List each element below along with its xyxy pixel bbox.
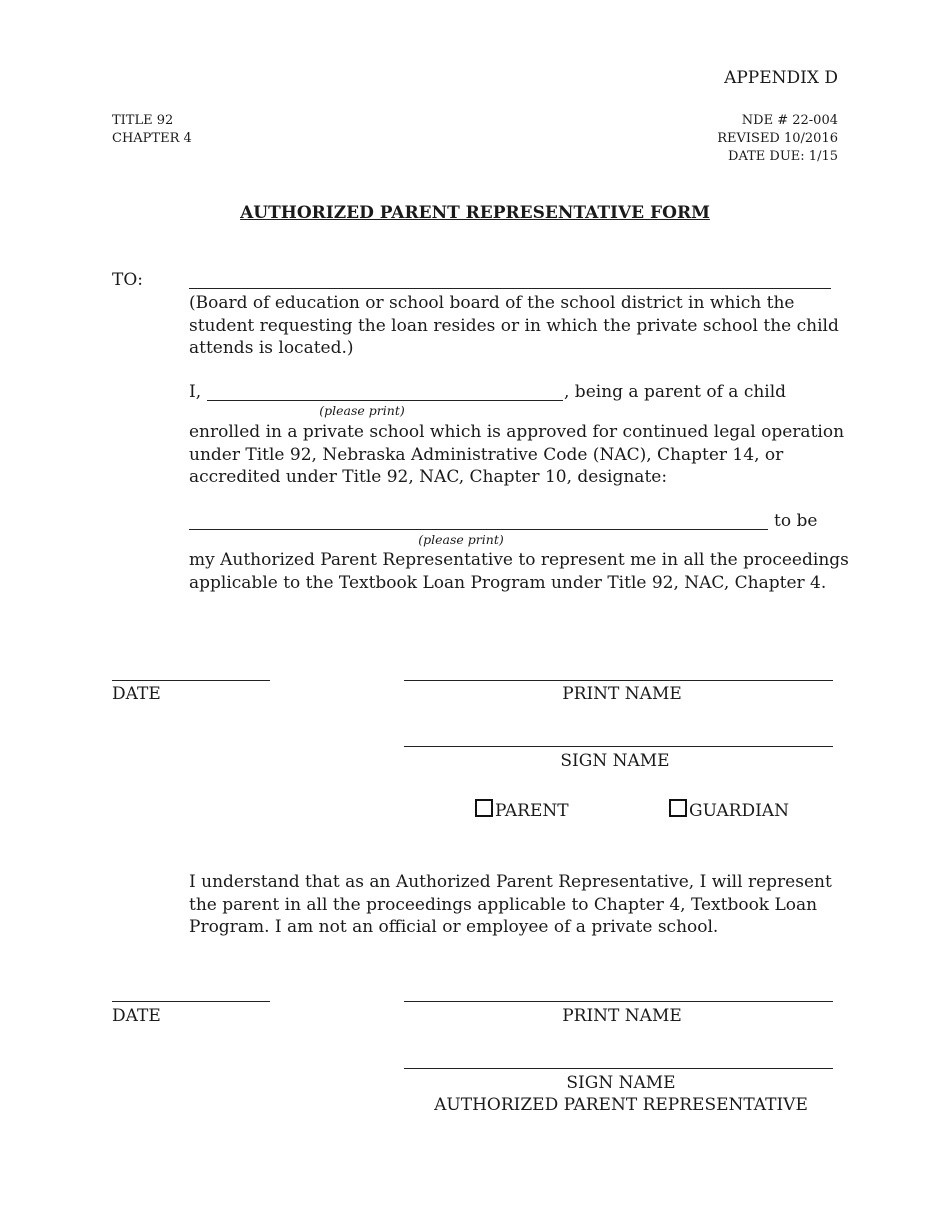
parent-option[interactable] xyxy=(475,799,569,821)
sign-name-label-1: SIGN NAME xyxy=(560,751,670,771)
guardian-checkbox[interactable] xyxy=(669,799,687,817)
date-label-2: DATE xyxy=(112,1006,161,1026)
form-title: AUTHORIZED PARENT REPRESENTATIVE FORM xyxy=(240,203,710,223)
to-be-text: to be xyxy=(774,511,818,531)
appendix-label: APPENDIX D xyxy=(724,68,838,88)
nde-number: NDE # 22-004 xyxy=(741,113,838,128)
board-note: (Board of education or school board of the school district in which the student requesting the loan resides or in which the private school the child attends is located.) xyxy=(189,293,839,358)
guardian-label: GUARDIAN xyxy=(689,801,789,821)
date-label-1: DATE xyxy=(112,684,161,704)
date-due: DATE DUE: 1/15 xyxy=(728,149,838,164)
parent-label: PARENT xyxy=(495,801,569,821)
parent-suffix: , being a parent of a child xyxy=(564,382,787,402)
to-label: TO: xyxy=(112,270,144,290)
to-input-line[interactable] xyxy=(189,288,831,289)
print-name-line-2[interactable] xyxy=(404,1001,833,1002)
understanding-statement: I understand that as an Authorized Parent Representative, I will represent the parent in all the proceedings applicable to Chapter 4, Textbook Loan Program. I am not an official or employee of a private school. xyxy=(189,872,832,937)
sign-name-label-2: SIGN NAME xyxy=(566,1073,676,1093)
header-left xyxy=(112,112,192,148)
sign-name-line-2[interactable] xyxy=(404,1068,833,1069)
header-right xyxy=(717,112,838,166)
print-name-label-1: PRINT NAME xyxy=(562,684,682,704)
guardian-option[interactable] xyxy=(669,799,789,821)
representative-name-line[interactable] xyxy=(189,529,768,530)
authorized-representative-label: AUTHORIZED PARENT REPRESENTATIVE xyxy=(434,1095,808,1115)
representative-text: my Authorized Parent Representative to represent me in all the proceedings applicable to the Textbook Loan Program under Title 92, NAC, Chapter 4. xyxy=(189,550,849,593)
sign-name-line-1[interactable] xyxy=(404,746,833,747)
parent-name-line[interactable] xyxy=(207,400,563,401)
please-print-note-2: (please print) xyxy=(418,532,504,547)
enrolled-text: enrolled in a private school which is approved for continued legal operation under Title 92, Nebraska Administrative Code (NAC), Chapter 14, or accredited under Title 92, NAC, Chapter 10, designate: xyxy=(189,422,845,487)
revised-date: REVISED 10/2016 xyxy=(717,131,838,146)
please-print-note-1: (please print) xyxy=(319,403,405,418)
i-prefix: I, xyxy=(189,382,202,402)
parent-checkbox[interactable] xyxy=(475,799,493,817)
chapter-number: CHAPTER 4 xyxy=(112,131,192,146)
title-number: TITLE 92 xyxy=(112,113,174,128)
print-name-line-1[interactable] xyxy=(404,680,833,681)
date-line-1[interactable] xyxy=(112,680,270,681)
print-name-label-2: PRINT NAME xyxy=(562,1006,682,1026)
date-line-2[interactable] xyxy=(112,1001,270,1002)
